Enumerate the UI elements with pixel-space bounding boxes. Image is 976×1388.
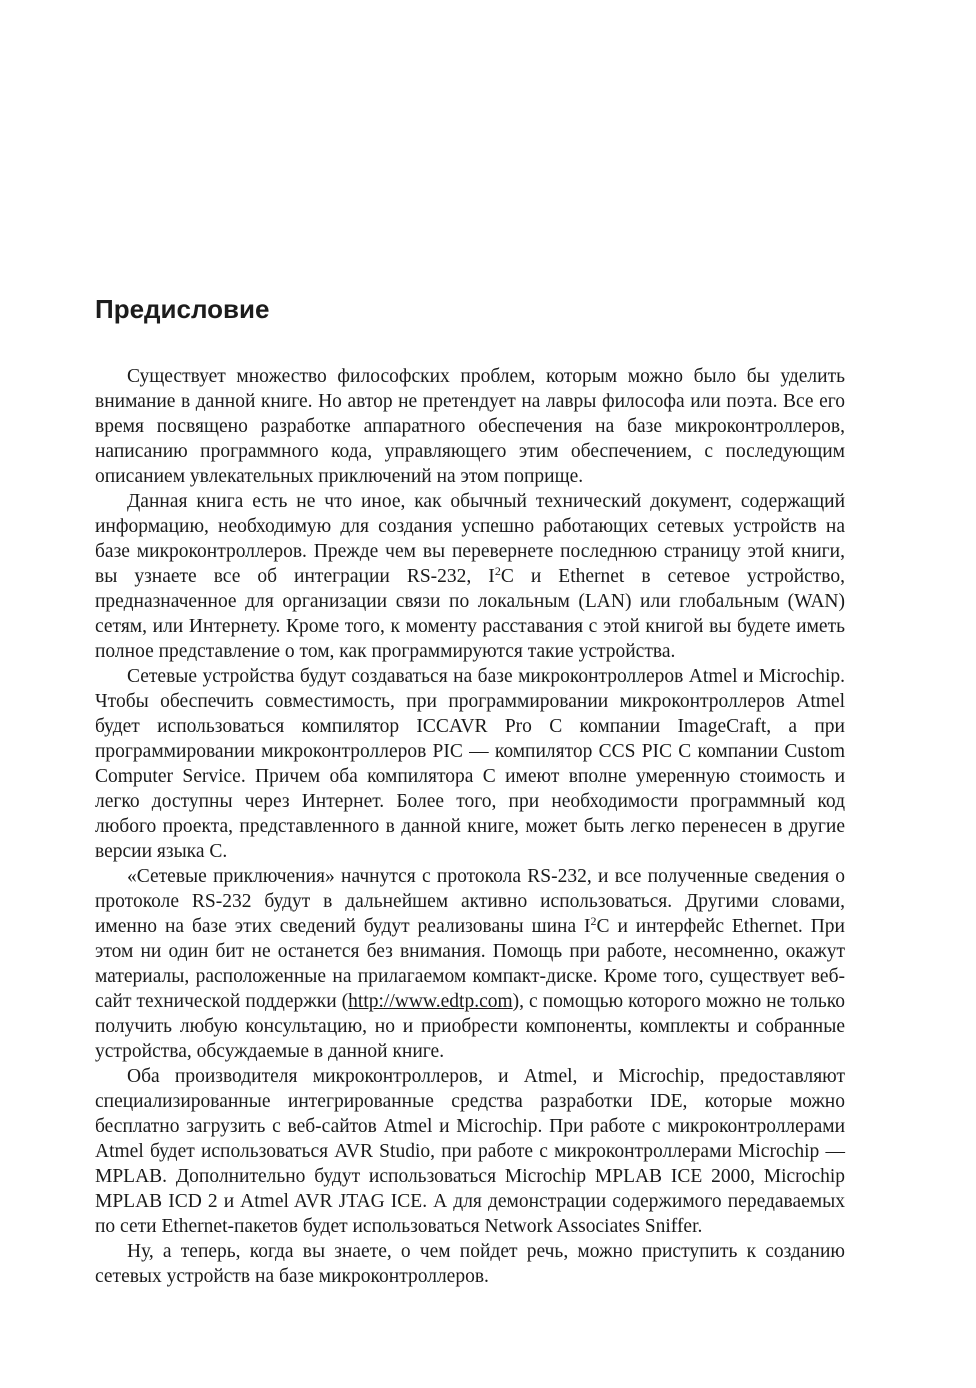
paragraph-4: [95, 864, 845, 1064]
paragraph-2-part-2: C и Ethernet в сетевое устройство, предназначенное для организации связи по локальным (LAN) или глобальным (WAN) сетям, или Интернету. Кроме того, к моменту расставания с этой книгой вы будете иметь полное представление о том, как программируются такие устройства.: [95, 566, 846, 662]
body-text: [95, 364, 845, 1289]
superscript: 2: [590, 914, 597, 928]
paragraph-2: [95, 489, 845, 664]
paragraph-1: Существует множество философских проблем, которым можно было бы уделить внимание в данной книге. Но автор не претендует на лавры философа или поэта. Все его время посвящено разработке аппаратного обеспечения на базе микроконтроллеров, написанию программного кода, управляющего этим обеспечением, с последующим описанием увлекательных приключений на этом поприще.: [95, 366, 845, 487]
page-title: Предисловие: [95, 294, 270, 324]
paragraph-6: Ну, а теперь, когда вы знаете, о чем пойдет речь, можно приступить к созданию сетевых устройств на базе микроконтроллеров.: [95, 1241, 845, 1287]
support-site-link[interactable]: http://www.edtp.com: [348, 991, 513, 1012]
paragraph-3: Сетевые устройства будут создаваться на базе микроконтроллеров Atmel и Microchip. Чтобы обеспечить совместимость, при программировании микроконтроллеров Atmel будет использоваться компилятор ICCAVR Pro C компании ImageCraft, а при программировании микроконтроллеров PIC — компилятор CCS PIC C компании Custom Computer Service. Причем оба компилятора С имеют вполне умеренную стоимость и легко доступны через Интернет. Более того, при необходимости программный код любого проекта, представленного в данной книге, может быть легко перенесен в другие версии языка С.: [95, 666, 845, 862]
paragraph-4-part-2: C и интерфейс Ethernet. При этом ни один бит не останется без внимания. Помощь при работе, несомненно, окажут материалы, расположенные на прилагаемом компакт-диске. Кроме того, существует веб-сайт технической поддержки (: [95, 916, 845, 1012]
superscript: 2: [494, 564, 501, 578]
paragraph-2-part-1: Данная книга есть не что иное, как обычный технический документ, содержащий информацию, необходимую для создания успешно работающих сетевых устройств на базе микроконтроллеров. Прежде чем вы перевернете последнюю страницу этой книги, вы узнаете все об интеграции RS-232, I: [95, 491, 845, 587]
paragraph-4-part-1: «Сетевые приключения» начнутся с протокола RS-232, и все полученные сведения о протоколе RS-232 будут в дальнейшем активно использоваться. Другими словами, именно на базе этих сведений будут реализованы шина I: [95, 866, 845, 937]
paragraph-4-part-3: ), с помощью которого можно не только получить любую консультацию, но и приобрести компоненты, комплекты и собранные устройства, обсуждаемые в данной книге.: [95, 991, 845, 1062]
paragraph-5: Оба производителя микроконтроллеров, и Atmel, и Microchip, предоставляют специализированные интегрированные средства разработки IDE, которые можно бесплатно загрузить с веб-сайтов Atmel и Microchip. При работе с микроконтроллерами Atmel будет использоваться AVR Studio, при работе с микроконтроллерами Microchip — MPLAB. Дополнительно будут использоваться Microchip MPLAB ICE 2000, Microchip MPLAB ICD 2 и Atmel AVR JTAG ICE. А для демонстрации содержимого передаваемых по сети Ethernet-пакетов будет использоваться Network Associates Sniffer.: [95, 1066, 845, 1237]
